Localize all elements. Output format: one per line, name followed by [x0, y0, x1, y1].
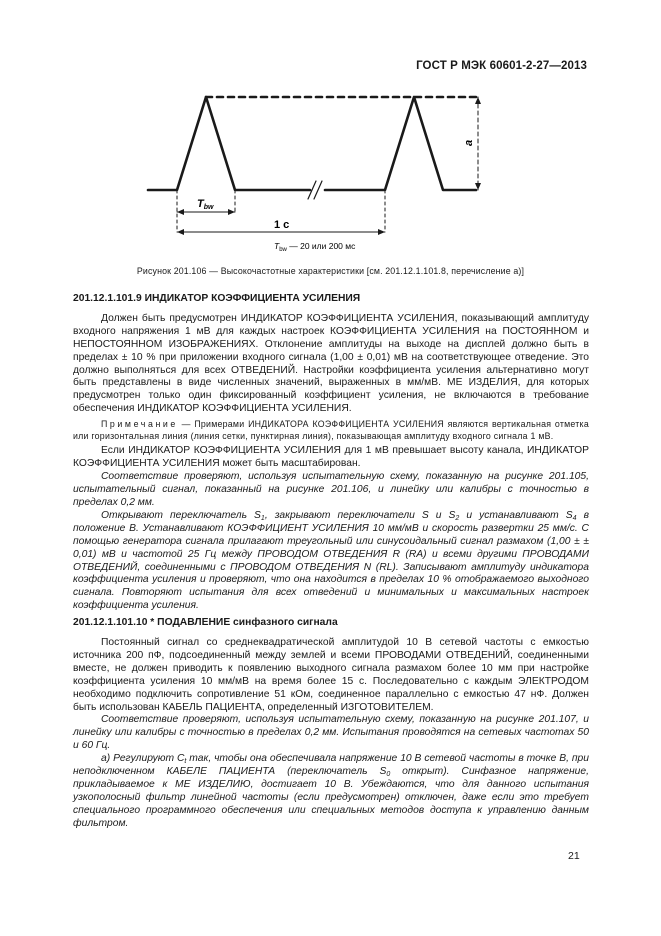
arrow-period-right	[378, 229, 385, 235]
paragraph-gain-indicator-req: Должен быть предусмотрен ИНДИКАТОР КОЭФФИЦИЕНТА УСИЛЕНИЯ, показывающий амплитуду входного напряжения 1 мВ для каждых настроек КОЭФФИЦИЕНТА УСИЛЕНИЯ на ПОСТОЯННОМ и НЕПОСТОЯННОМ ИЗОБРАЖЕНИЯХ. Отклонение амплитуды на выходе на дисплей должно быть в пределах ± 10 % при приложении входного сигнала (1,00 ± 0,01) мВ на соответствующее отведение. Это должно выполняться для всех ОТВЕДЕНИЙ. Настройки коэффициента усиления альтернативно могут быть представлены в виде численных значений, выраженных в мм/мВ. МЕ ИЗДЕЛИЯ, для которых предусмотрен только один фиксированный коэффициент усиления, не включаются в требование обеспечения ИНДИКАТОР КОЭФФИЦИЕНТА УСИЛЕНИЯ.	[73, 312, 589, 415]
paragraph-compliance-2: Соответствие проверяют, используя испытательную схему, показанную на рисунке 201.107, и линейку или калибры с точностью в пределах 0,2 мм. Испытания проводятся на сетевых частотах 50 и 60 Гц.	[73, 714, 589, 752]
arrow-tbw-right	[228, 209, 235, 215]
note-label: Примечание	[101, 419, 178, 430]
label-amplitude: a	[463, 139, 475, 146]
waveform-left	[148, 97, 310, 190]
paragraph-scaling: Если ИНДИКАТОР КОЭФФИЦИЕНТА УСИЛЕНИЯ для 1 мВ превышает высоту канала, ИНДИКАТОР КОЭФФИЦИЕНТА УСИЛЕНИЯ может быть масштабирован.	[73, 445, 589, 470]
arrow-period-left	[177, 229, 184, 235]
paragraph-test-step-a: а) Регулируют $C_t$ так, чтобы она обеспечивала напряжение 10 В сетевой частоты в точке В, при неподключенном КАБЕЛЕ ПАЦИЕНТА (переключатель $S_0$ открыт). Синфазное напряжение, прикладываемое к МЕ ИЗДЕЛИЮ, достигает 10 В. Убеждаются, что для данного испытания узкополосный фильтр линейной частоты (если предусмотрен) отключен, даже если это требует специального программного обеспечения или специальных методов доступа к управлению данным фильтром.	[73, 753, 589, 829]
document-header: ГОСТ Р МЭК 60601-2-27—2013	[416, 60, 587, 72]
tbw-note: $T_{bw}$ — 20 или 200 мс	[274, 241, 356, 253]
arrow-tbw-left	[177, 209, 184, 215]
label-1c: 1 c	[274, 219, 290, 231]
figure-caption: Рисунок 201.106 — Высокочастотные характеристики [см. 201.12.1.101.8, перечисление а)]	[136, 266, 525, 276]
paragraph-compliance-1: Соответствие проверяют, используя испытательную схему, показанную на рисунке 201.105, испытательный сигнал, показанный на рисунке 201.106, и линейку или калибры с точностью в пределах 0,2 мм.	[73, 471, 589, 508]
note-text: — Примерами ИНДИКАТОРА КОЭФФИЦИЕНТА УСИЛЕНИЯ являются вертикальная отметка или горизонтальная линия (линия сетки, пунктирная линия), показывающая амплитуду входного сигнала 1 мВ.	[73, 419, 589, 441]
page-number: 21	[568, 850, 580, 862]
document-body	[73, 293, 589, 831]
section-heading-common-mode: 201.12.1.101.10 * ПОДАВЛЕНИЕ синфазного сигнала	[73, 617, 338, 629]
section-heading-gain-indicator: 201.12.1.101.9 ИНДИКАТОР КОЭФФИЦИЕНТА УСИЛЕНИЯ	[73, 293, 361, 304]
paragraph-test-procedure-1: Открывают переключатель $S_1$, закрывают переключатели S и $S_2$ и устанавливают $S_4$ в положение В. Устанавливают КОЭФФИЦИЕНТ УСИЛЕНИЯ 10 мм/мВ и скорость развертки 25 мм/с. С помощью генератора сигнала прилагают треугольный или синусоидальный сигнал размахом (1,00 ± ± 0,01) мВ и частотой 25 Гц между ПРОВОДОМ ОТВЕДЕНИЯ R (RA) и всеми другими ПРОВОДАМИ ОТВЕДЕНИЙ, соединенными с ПРОВОДОМ ОТВЕДЕНИЯ N (RL). Записывают амплитуду индикатора коэффициента усиления и проверяют, что она находится в пределах 10 % отображаемого выходного сигнала. Повторяют испытания для всех отведений и минимальных и максимальных настроек коэффициента усиления.	[73, 509, 589, 612]
figure-201-106	[0, 0, 661, 300]
note-gain-indicator	[73, 419, 589, 442]
paragraph-common-mode-req: Постоянный сигнал со среднеквадратической амплитудой 10 В сетевой частоты с емкостью источника 200 пФ, подсоединенный между землей и всеми ПРОВОДАМИ ОТВЕДЕНИЙ, соединенными вместе, не должен приводить к появлению выходного сигнала размахом более 10 мм при настройке коэффициента усиления 10 мм/мВ на время более 15 с. Последовательно с каждым ЭЛЕКТРОДОМ необходимо подключить сопротивление 51 кОм, соединенное параллельно с емкостью 47 нФ. Должен быть использован КАБЕЛЬ ПАЦИЕНТА, определенный ИЗГОТОВИТЕЛЕМ.	[73, 637, 589, 713]
label-tbw: Tbw	[197, 198, 214, 211]
waveform-right	[325, 97, 476, 190]
